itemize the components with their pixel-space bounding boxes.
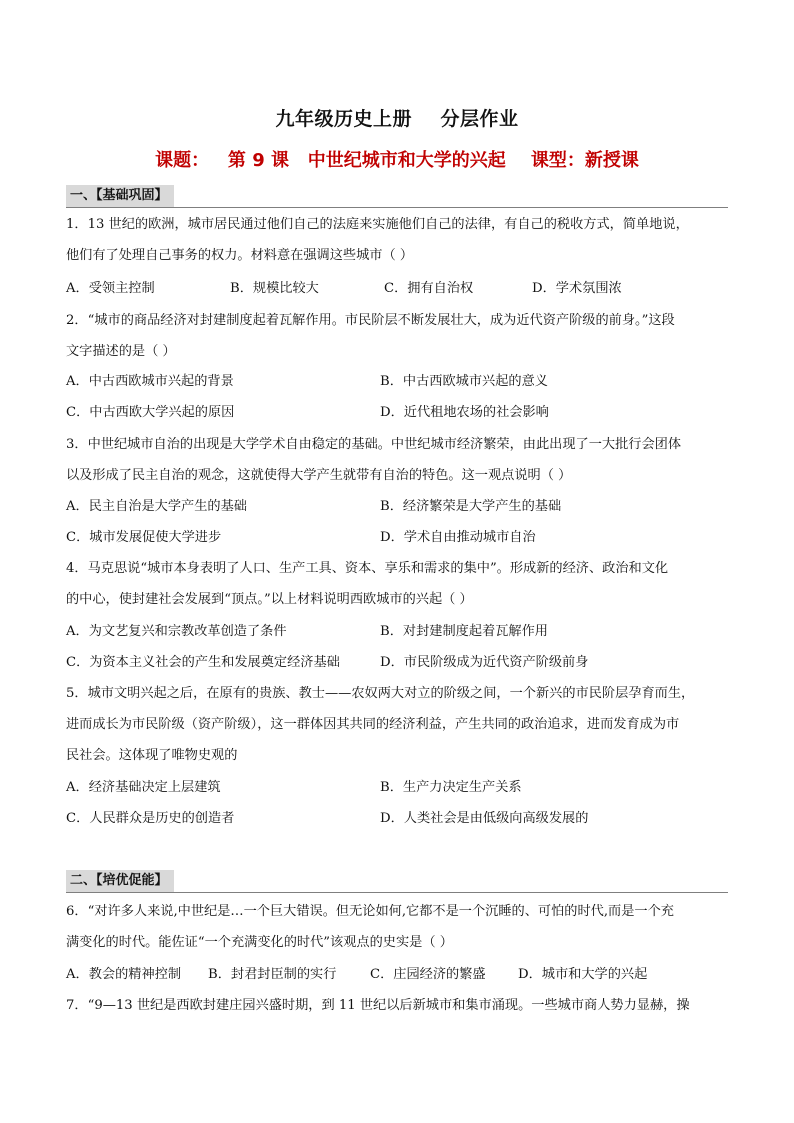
question-3-option-a: A．民主自治是大学产生的基础 (66, 499, 247, 514)
section-heading-advanced: 二、【培优促能】 (66, 870, 174, 892)
question-6-option-d: D．城市和大学的兴起 (518, 967, 648, 982)
question-2-line-1: 2．“城市的商品经济对封建制度起着瓦解作用。市民阶层不断发展壮大，成为近代资产阶级的前身。”这段 (66, 313, 675, 328)
question-3-line-1: 3．中世纪城市自治的出现是大学学术自由稳定的基础。中世纪城市经济繁荣，由此出现了一大批行会团体 (66, 437, 682, 452)
question-1-option-c: C．拥有自治权 (384, 281, 474, 296)
question-2-option-a: A．中古西欧城市兴起的背景 (66, 374, 234, 389)
question-5-option-d: D．人类社会是由低级向高级发展的 (380, 811, 589, 826)
question-7-line-1: 7．“9—13 世纪是西欧封建庄园兴盛时期，到 11 世纪以后新城市和集市涌现。一些城市商人势力显赫，操 (66, 998, 690, 1013)
question-4-option-d: D．市民阶级成为近代资产阶级前身 (380, 655, 589, 670)
question-5-line-2: 进而成长为市民阶级（资产阶级），这一群体因其共同的经济利益，产生共同的政治追求，进而发育成为市 (66, 717, 680, 732)
lesson-subtitle: 课题： 第 9 课 中世纪城市和大学的兴起 课型：新授课 (155, 150, 639, 171)
question-4-line-1: 4．马克思说“城市本身表明了人口、生产工具、资本、享乐和需求的集中”。形成新的经济、政治和文化 (66, 561, 669, 576)
question-2-line-2: 文字描述的是（ ） (66, 344, 176, 359)
question-1-line-1: 1．13 世纪的欧洲，城市居民通过他们自己的法庭来实施他们自己的法律，有自己的税收方式，简单地说， (66, 217, 689, 232)
question-3-line-2: 以及形成了民主自治的观念，这就使得大学产生就带有自治的特色。这一观点说明（ ） (66, 468, 572, 483)
section-divider (66, 207, 728, 208)
section-divider (66, 892, 728, 893)
question-4-option-c: C．为资本主义社会的产生和发展奠定经济基础 (66, 655, 340, 670)
question-4-line-2: 的中心，使封建社会发展到“顶点。”以上材料说明西欧城市的兴起（ ） (66, 592, 473, 607)
question-3-option-d: D．学术自由推动城市自治 (380, 530, 536, 545)
question-6-line-1: 6．“对许多人来说,中世纪是…一个巨大错误。但无论如何,它都不是一个沉睡的、可怕的时代,而是一个充 (66, 904, 674, 919)
page-title: 九年级历史上册 分层作业 (275, 108, 519, 130)
question-1-line-2: 他们有了处理自己事务的权力。材料意在强调这些城市（ ） (66, 248, 414, 263)
question-3-option-c: C．城市发展促使大学进步 (66, 530, 222, 545)
question-5-option-b: B．生产力决定生产关系 (380, 780, 522, 795)
question-1-option-b: B．规模比较大 (230, 281, 319, 296)
question-5-line-1: 5．城市文明兴起之后，在原有的贵族、教士——农奴两大对立的阶级之间，一个新兴的市民阶层孕育而生， (66, 686, 695, 701)
question-6-option-b: B．封君封臣制的实行 (208, 967, 337, 982)
question-6-line-2: 满变化的时代。能佐证“一个充满变化的时代”该观点的史实是（ ） (66, 935, 453, 950)
section-heading-basic: 一、【基础巩固】 (66, 185, 174, 207)
question-3-option-b: B．经济繁荣是大学产生的基础 (380, 499, 562, 514)
question-5-option-c: C．人民群众是历史的创造者 (66, 811, 235, 826)
question-6-option-a: A．教会的精神控制 (66, 967, 182, 982)
question-2-option-d: D．近代租地农场的社会影响 (380, 405, 549, 420)
question-5-line-3: 民社会。这体现了唯物史观的 (66, 748, 238, 763)
question-1-option-d: D．学术氛围浓 (532, 281, 622, 296)
question-2-option-b: B．中古西欧城市兴起的意义 (380, 374, 548, 389)
question-2-option-c: C．中古西欧大学兴起的原因 (66, 405, 235, 420)
question-1-option-a: A．受领主控制 (66, 281, 155, 296)
question-5-option-a: A．经济基础决定上层建筑 (66, 780, 221, 795)
question-6-option-c: C．庄园经济的繁盛 (370, 967, 486, 982)
question-4-option-b: B．对封建制度起着瓦解作用 (380, 624, 548, 639)
question-4-option-a: A．为文艺复兴和宗教改革创造了条件 (66, 624, 287, 639)
